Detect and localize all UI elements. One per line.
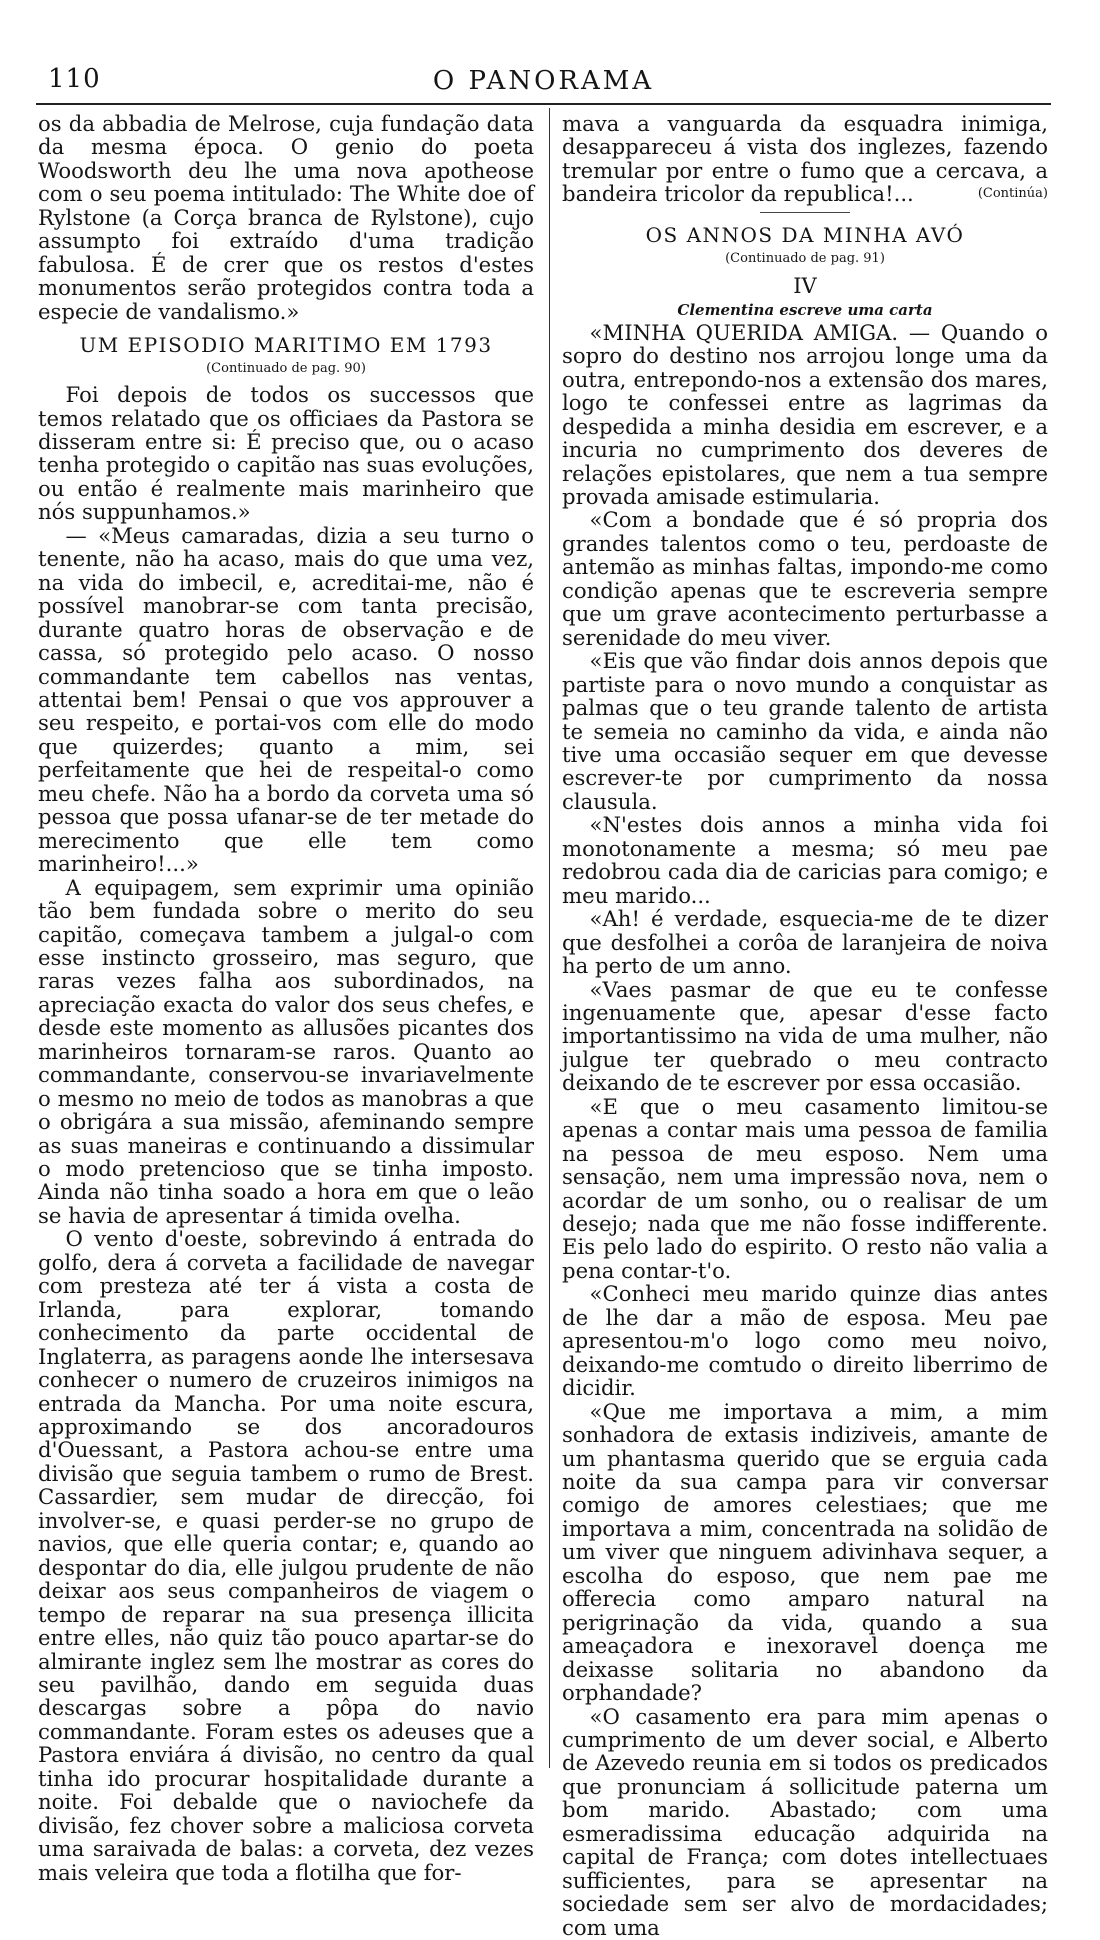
section-numeral: IV [793,273,817,298]
paragraph: «Vaes pasmar de que eu te confesse ingenuamente que, apesar d'esse facto importantissimo na vida de uma mulher, não julgue ter quebrado o meu contracto deixando de te escrever por essa occasião. [562,976,1048,1096]
paragraph: «N'estes dois annos a minha vida foi monotonamente a mesma; só meu pae redobrou cada dia de caricias para comigo; e meu marido... [562,812,1048,908]
section-rule [760,212,850,213]
paragraph: Foi depois de todos os successos que temos relatado que os officiaes da Pastora se disseram entre si: É preciso que, ou o acaso tenha protegido o capitão nas suas evoluções, ou então é realmente mais marinheiro que nós suppunhamos.» [38,382,534,525]
right-column [562,112,1048,1939]
continued-note: (Continuado de pag. 90) [206,361,366,377]
page-header [36,64,1051,104]
article-title: UM EPISODIO MARITIMO EM 1793 [79,333,493,358]
continua-note: (Continúa) [977,186,1048,202]
paragraph: — «Meus camaradas, dizia a seu turno o tenente, não ha acaso, mais do que uma vez, na vida do imbecil, e, acreditai-me, não é possível manobrar-se com tanta precisão, durante quatro horas de observação e de cassa, só protegido pelo acaso. O nosso commandante tem cabellos nas ventas, attentai bem! Pensai o que vos approuver a seu respeito, e portai-vos com elle do modo que quizerdes; quanto a mim, sei perfeitamente que hei de respeital-o como meu chefe. Não ha a bordo da corveta uma só pessoa que possa ufanar-se de ter metade do merecimento que elle tem como marinheiro!...» [38,522,534,877]
continued-note: (Continuado de pag. 91) [725,250,885,266]
journal-title: O PANORAMA [432,66,655,96]
paragraph: A equipagem, sem exprimir uma opinião tão bem fundada sobre o merito do seu capitão, começava tambem a julgal-o com esse instincto grosseiro, mas seguro, que raras vezes falha aos subordinados, na apreciação exacta do valor dos seus chefes, e desde este momento as allusões picantes dos marinheiros tornaram-se raros. Quanto ao commandante, conservou-se invariavelmente o mesmo no meio de todos as manobras a que o obrigára a sua missão, afeminando sempre as suas maneiras e continuando a dissimular o modo pretencioso que se tinha imposto. Ainda não tinha soado a hora em que o leão se havia de apresentar á timida ovelha. [38,874,534,1228]
header-rule [36,103,1051,105]
paragraph: os da abbadia de Melrose, cuja fundação data da mesma época. O genio do poeta Woodsworth deu lhe uma nova apotheose com o seu poema intitulado: The White doe of Rylstone (a Corça branca de Rylstone), cujo assumpto foi extraído d'uma tradição fabulosa. É de crer que os restos d'estes monumentos serão protegidos contra toda a especie de vandalismo.» [38,111,534,324]
paragraph: «Ah! é verdade, esquecia-me de te dizer que desfolhei a corôa de laranjeira de noiva ha perto de um anno. [562,906,1048,979]
left-column [38,112,534,1884]
paragraph [562,112,1048,206]
paragraph: «O casamento era para mim apenas o cumprimento de um dever social, e Alberto de Azevedo reunia em si todos os predicados que pronunciam á sollicitude paterna um bom marido. Abastado; com uma esmeradissima educação adquirida na capital de França; com dotes intellectuaes sufficientes, para se apresentar na sociedade sem ser alvo de mordacidades; com uma [562,1703,1048,1940]
paragraph-text: mava a vanguarda da esquadra inimiga, desappareceu á vista dos inglezes, fazendo tremular por entre o fumo que a cercava, a bandeira tricolor da republica!... [562,111,1048,207]
paragraph: «E que o meu casamento limitou-se apenas a contar mais uma pessoa de familia na pessoa de meu esposo. Nem uma sensação, nem uma impressão nova, nem o acordar de um sonho, ou o realisar de um desejo; nada que me não fosse indifferente. Eis pelo lado do espirito. O resto não valia a pena contar-t'o. [562,1093,1048,1283]
paragraph: «Com a bondade que é só propria dos grandes talentos como o teu, perdoaste de antemão as minhas faltas, impondo-me como condição apenas que te escreveria sempre que um grave acontecimento perturbasse a serenidade do meu viver. [562,507,1048,650]
page-number: 110 [48,64,101,94]
column-divider [549,108,550,1768]
paragraph: O vento d'oeste, sobrevindo á entrada do golfo, dera á corveta a facilidade de navegar com presteza até ter á vista a costa de Irlanda, para explorar, tomando conhecimento da parte occidental de Inglaterra, as paragens aonde lhe intersesava conhecer o numero de cruzeiros inimigos na entrada da Mancha. Por uma noite escura, approximando se dos ancoradouros d'Ouessant, a Pastora achou-se entre uma divisão que seguia tambem o rumo de Brest. Cassardier, sem mudar de direcção, foi involver-se, e quasi perder-se no grupo de navios, que elle queria contar; e, quando ao despontar do dia, elle julgou prudente de não deixar aos seus companheiros de viagem o tempo de reparar na sua presença illicita entre elles, não quiz tão pouco apartar-se do almirante inglez sem lhe mostrar as cores do seu pavilhão, dando em seguida duas descargas sobre a pôpa do navio commandante. Foram estes os adeuses que a Pastora enviára á divisão, no centro da qual tinha ido procurar hospitalidade durante a noite. Foi debalde que o naviochefe da divisão, fez chover sobre a maliciosa corveta uma saraivada de balas: a corveta, dez vezes mais veleira que toda a flotilha que for- [38,1226,534,1885]
chapter-title: Clementina escreve uma carta [677,300,933,319]
paragraph: «Conheci meu marido quinze dias antes de lhe dar a mão de esposa. Meu pae apresentou-m'o logo como meu noivo, deixando-me comtudo o direito liberrimo de dicidir. [562,1281,1048,1401]
article-title: OS ANNOS DA MINHA AVÓ [645,222,965,247]
paragraph: «Que me importava a mim, a mim sonhadora de extasis indiziveis, amante de um phantasma querido que se erguia cada noite da sua campa para vir conversar comigo de amores celestiaes; que me importava a mim, concentrada na solidão de um viver que ninguem adivinhava sequer, a escolha do esposo, que nem pae me offerecia como amparo natural na perigrinação da vida, quando a sua ameaçadora e inexoravel doença me deixasse solitaria no abandono da orphandade? [562,1398,1048,1706]
paragraph: «MINHA QUERIDA AMIGA. — Quando o sopro do destino nos arrojou longe uma da outra, entrepondo-nos a extensão dos mares, logo te confessei entre as lagrimas da despedida a minha desidia em escrever, e a incuria no cumprimento dos deveres de relações epistolares, que nem a tua sempre provada amisade estimularia. [562,319,1048,509]
paragraph: «Eis que vão findar dois annos depois que partiste para o novo mundo a conquistar as palmas que o teu grande talento de artista te semeia no caminho da vida, e ainda não tive uma occasião sequer em que devesse escrever-te por cumprimento da nossa clausula. [562,648,1048,814]
